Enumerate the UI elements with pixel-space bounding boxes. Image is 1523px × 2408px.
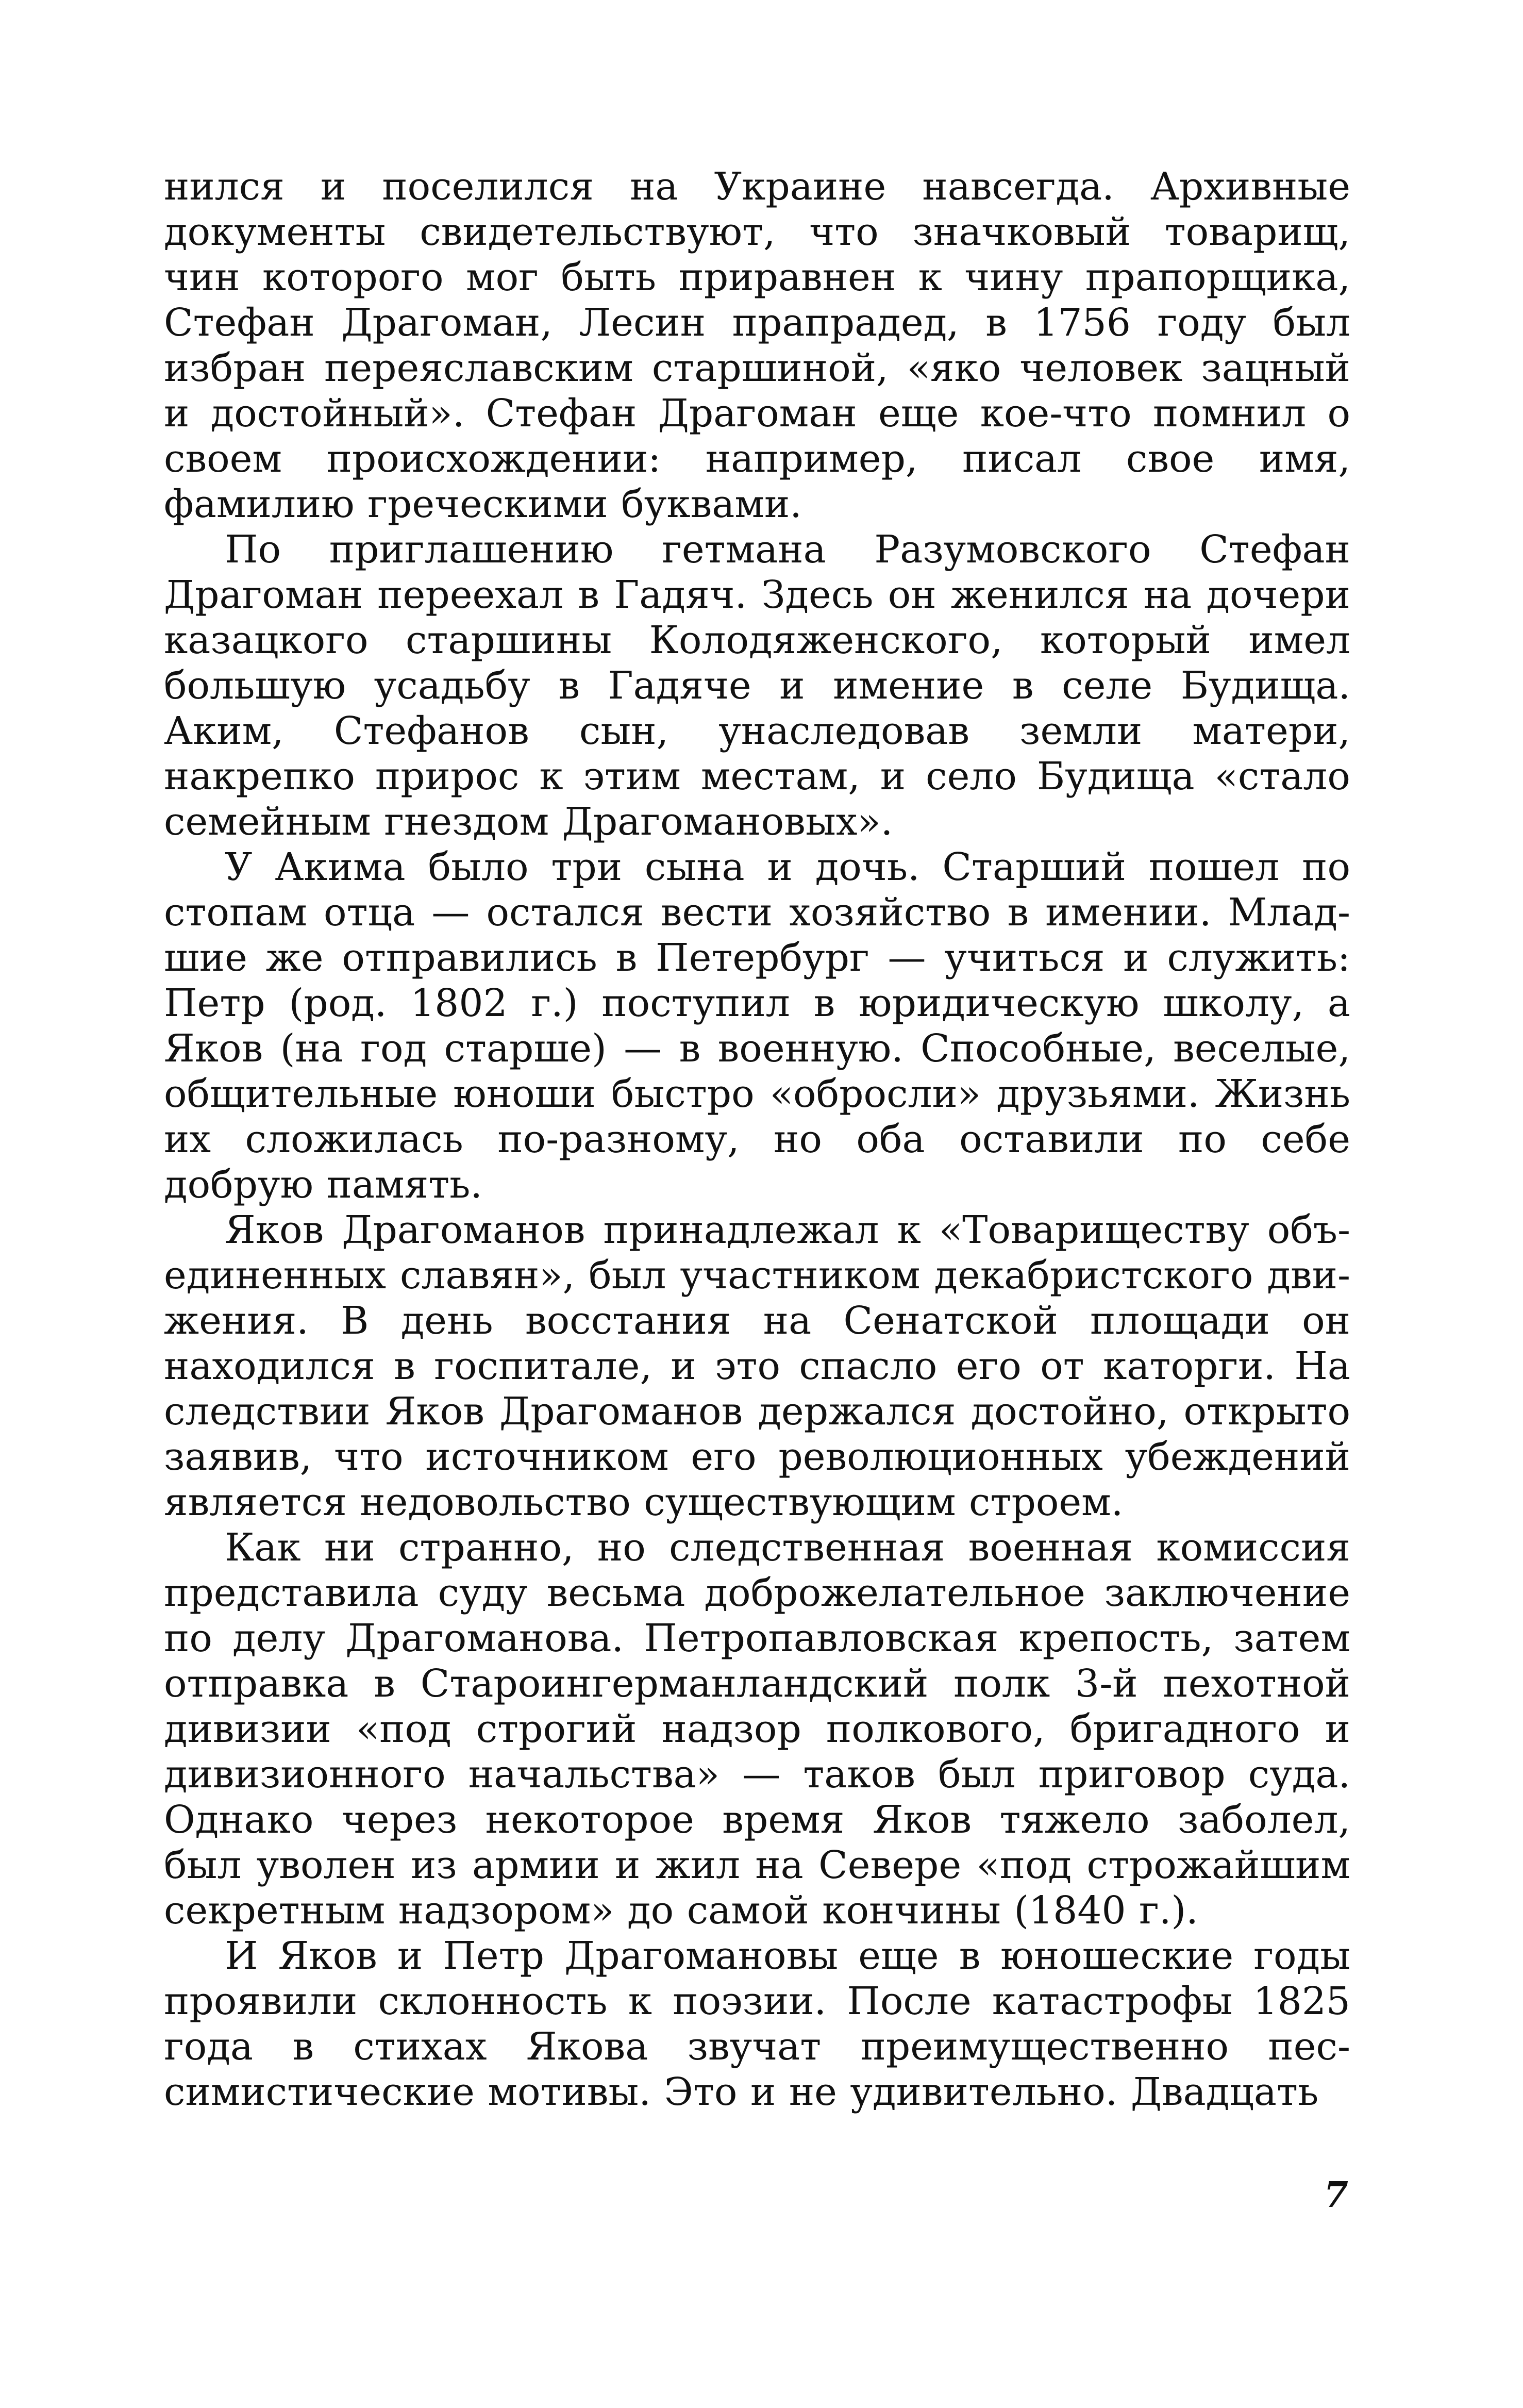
paragraph-2: По приглашению гетмана Разумовского Стефан Драгоман переехал в Гадяч. Здесь он женился на дочери казацкого старшины Колодяженского, который имел большую усадьбу в Гадяче и имение в селе Будища. Аким, Стефанов сын, унаследовав земли матери, накрепко прирос к этим местам, и село Будища «стало семейным гнездом Драгомановых». xyxy=(164,527,1350,844)
page-text-block xyxy=(164,164,1350,2226)
paragraph-4: Яков Драгоманов принадлежал к «Товариществу объединенных славян», был участником декабристского движения. В день восстания на Сенатской площади он находился в госпитале, и это спасло его от каторги. На следствии Яков Драгоманов держался достойно, открыто заявив, что источником его революционных убеждений является недовольство существующим строем. xyxy=(164,1208,1350,1524)
page-number: 7 xyxy=(1324,2174,1348,2216)
paragraph-5: Как ни странно, но следственная военная комиссия представила суду весьма доброжелательное заключение по делу Драгоманова. Петропавловская крепость, затем отправка в Староингерманландский полк 3-й пехотной дивизии «под строгий надзор полкового, бригадного и дивизионного начальства» — таков был приговор суда. Однако через некоторое время Яков тяжело заболел, был уволен из армии и жил на Севере «под строжайшим секретным надзором» до самой кончины (1840 г.). xyxy=(164,1525,1350,1933)
paragraph-1: нился и поселился на Украине навсегда. Архивные документы свидетельствуют, что значковый товарищ, чин которого мог быть приравнен к чину прапорщика, Стефан Драгоман, Лесин прапрадед, в 1756 году был избран переяславским старшиной, «яко человек зацный и достойный». Стефан Драгоман еще кое-что помнил о своем происхождении: например, писал свое имя, фамилию греческими буквами. xyxy=(164,164,1350,526)
paragraph-3: У Акима было три сына и дочь. Старший пошел по стопам отца — остался вести хозяйство в имении. Младшие же отправились в Петербург — учиться и служить: Петр (род. 1802 г.) поступил в юридическую школу, а Яков (на год старше) — в военную. Способные, веселые, общительные юноши быстро «обросли» друзьями. Жизнь их сложилась по-разному, но оба оставили по себе добрую память. xyxy=(164,845,1350,1207)
paragraph-6: И Яков и Петр Драгомановы еще в юношеские годы проявили склонность к поэзии. После катастрофы 1825 года в стихах Якова звучат преимущественно пессимистические мотивы. Это и не удивительно. Двадцать xyxy=(164,1934,1350,2114)
